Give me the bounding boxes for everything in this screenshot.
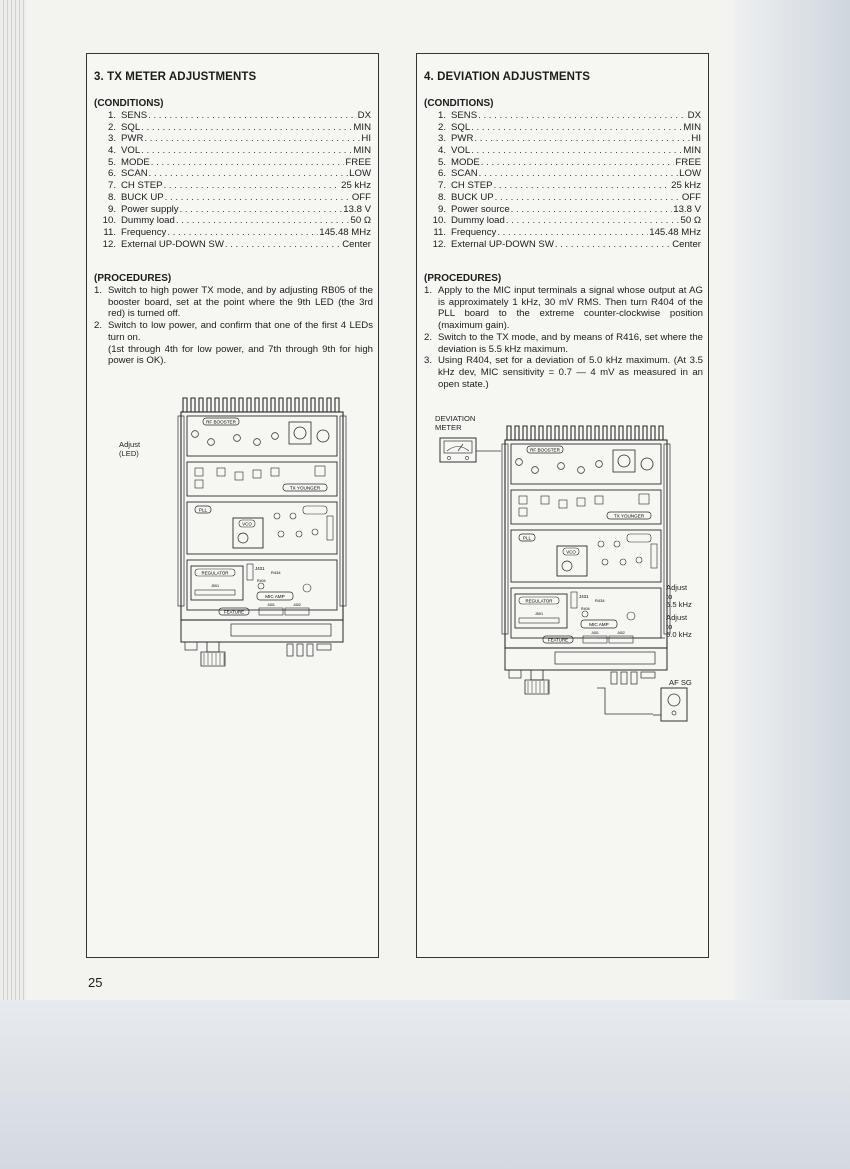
trimmer-pot [274,513,280,519]
j501-label: J501 [210,584,220,588]
condition-label: Dummy load [121,215,175,227]
condition-leader-dots [481,157,675,169]
condition-num: 10. [102,215,116,227]
trimmer-pot [578,467,585,474]
adjust-callout [119,441,140,458]
j501-connector [195,590,235,595]
trimmer-pot [234,435,241,442]
procedure-number: 2. [94,320,103,332]
coil-can [541,496,549,504]
trimmer-pot [290,513,296,519]
af-sg-label: AF SG [669,678,692,687]
condition-label: VOL [121,145,141,157]
coil-can [559,500,567,508]
coil-can [195,480,203,488]
procedure-step [94,320,373,367]
condition-value: 50 Ω [680,215,701,227]
side-jack [509,670,521,678]
deviation-meter-icon [439,437,503,467]
r404-pot [582,611,588,617]
procedures-heading: (PROCEDURES) [94,273,172,284]
condition-label: Frequency [451,226,497,238]
condition-label: SQL [451,121,471,133]
coil-can [271,468,279,476]
front-button [307,644,313,656]
edge-connector [651,544,657,568]
j402-label: J402 [617,631,625,635]
scan-background [0,1000,850,1169]
condition-leader-dots [471,122,682,134]
j501-connector [519,618,559,623]
procedure-body: Switch to low power, and confirm that one of the first 4 LEDs turn on. [108,320,373,343]
procedure-number: 3. [424,355,433,367]
j501-label: J501 [534,612,544,616]
condition-label: Power supply [121,203,179,215]
procedure-step [424,332,703,355]
procedure-number: 2. [424,331,433,343]
page-number: 25 [88,975,103,990]
trimmer-pot [558,463,565,470]
procedure-step [424,285,703,332]
condition-leader-dots [479,168,678,180]
trimmer-pot [312,529,318,535]
condition-row [94,110,371,122]
condition-label: Dummy load [451,215,505,227]
condition-value: MIN [683,121,701,133]
feature-label: FEATURE [547,637,569,643]
condition-row [424,239,701,251]
condition-row [94,239,371,251]
trimmer-pot [596,461,603,468]
condition-value: LOW [349,168,371,180]
mic-amp-label: MIC AMP [265,593,285,599]
condition-label: PWR [121,133,144,145]
crystal [303,506,327,514]
condition-num: 11. [103,226,116,238]
coil-can [195,468,203,476]
condition-value: MIN [353,121,371,133]
condition-num: 5. [437,156,446,168]
condition-row [424,145,701,157]
power-module [289,422,311,444]
condition-num: 8. [107,191,116,203]
condition-leader-dots [497,227,648,239]
trimmer-pot [278,531,284,537]
procedures-list [94,285,373,367]
condition-leader-dots [495,192,681,204]
trimmer-pot [296,531,302,537]
procedure-text [438,285,703,332]
condition-num: 12. [102,238,116,250]
trimmer-pot [602,559,608,565]
front-button [621,672,627,684]
trimmer-pot [636,557,642,563]
condition-label: CH STEP [121,180,163,192]
j431-connector [571,592,577,608]
power-module-pot [294,427,306,439]
condition-value: MIN [353,145,371,157]
condition-value: DX [357,110,371,121]
side-jack [185,642,197,650]
power-module-pot [618,455,630,467]
vco-label: VCO [242,521,252,527]
j402-connector [609,636,633,643]
vco-coil [562,561,572,571]
power-module [613,450,635,472]
page-binding-edge [0,0,26,1000]
condition-num: 6. [107,168,116,180]
procedure-text [438,355,703,390]
coil-can [315,466,325,476]
vco-label: VCO [566,549,576,555]
crystal [627,534,651,542]
condition-value: 145.48 MHz [649,226,701,238]
condition-value: OFF [351,191,371,203]
front-button [297,644,303,656]
r404-label: R404 [581,607,590,611]
deviation-meter-label [435,415,475,432]
condition-num: 6. [437,168,446,180]
condition-row [424,227,701,239]
mic-jack [641,672,655,678]
pll-board [187,502,337,554]
trimmer-pot [532,467,539,474]
knob-stem [207,642,219,652]
display-window [231,624,331,636]
condition-num: 9. [107,203,116,215]
coil-can [235,472,243,480]
condition-label: PWR [451,133,474,145]
condition-label: External UP-DOWN SW [451,238,554,250]
condition-leader-dots [141,122,352,134]
condition-num: 4. [437,145,446,157]
trimmer-pot [208,439,215,446]
condition-leader-dots [478,110,687,122]
procedure-body: Switch to the TX mode, and by means of R416, set where the deviation is 5.5 kHz maximum. [438,331,703,355]
condition-num: 7. [437,180,446,192]
condition-leader-dots [494,180,671,192]
condition-label: BUCK UP [121,191,164,203]
callout-adjust: Adjust [119,440,141,449]
condition-value: 145.48 MHz [319,226,371,238]
edge-connector [327,516,333,540]
front-button [611,672,617,684]
condition-row [424,180,701,192]
knob-stem [531,670,543,680]
condition-row [94,227,371,239]
procedure-text [108,320,373,367]
condition-leader-dots [225,239,341,251]
conditions-list [424,110,701,250]
volume-knob [525,680,549,694]
rf-booster-label: RF BOOSTER [530,447,560,453]
condition-value: FREE [675,156,701,168]
heatsink-fins [181,398,343,412]
pll-board [511,530,661,582]
condition-row [94,168,371,180]
condition-leader-dots [474,133,690,145]
r404-pot [258,583,264,589]
j402-label: J402 [293,603,301,607]
trimmer-pot [254,439,261,446]
adjust2-line2: to [666,621,673,631]
procedures-heading: (PROCEDURES) [424,273,502,284]
condition-row [94,122,371,134]
tx-younger-label: TX YOUNGER [613,513,645,519]
condition-leader-dots [165,192,351,204]
coil-can [639,494,649,504]
condition-value: Center [672,238,701,250]
coil-can [217,468,225,476]
condition-value: HI [361,133,371,145]
pll-label: PLL [522,535,532,541]
procedure-body: Switch to high power TX mode, and by adjusting RB05 of the booster board, set at the point where the 9th LED (the 3rd red) is turned off. [108,285,373,320]
adjust1-line3: 5.5 kHz [666,600,692,609]
mic-amp-label: MIC AMP [589,621,609,627]
condition-num: 8. [437,191,446,203]
procedure-body: Using R404, set for a deviation of 5.0 kHz maximum. (At 3.5 kHz dev, MIC sensitivity = 0.7 — 4 mV as measured in an open state.) [438,355,703,390]
coil [317,430,329,442]
j431-label: J431 [579,594,589,599]
deviation-label-2: METER [435,422,462,432]
condition-leader-dots [167,227,318,239]
condition-value: OFF [681,191,701,203]
condition-row [94,180,371,192]
condition-num: 2. [107,121,116,133]
condition-value: 13.8 V [343,203,371,215]
condition-row [94,204,371,216]
trimmer-pot [620,559,626,565]
condition-leader-dots [151,157,345,169]
condition-num: 7. [107,180,116,192]
regulator-label: REGULATOR [525,598,553,604]
j431-connector [247,564,253,580]
condition-leader-dots [149,168,348,180]
front-panel [505,648,667,670]
condition-num: 2. [437,121,446,133]
condition-value: 13.8 V [673,203,701,215]
vco-coil [238,533,248,543]
condition-label: External UP-DOWN SW [121,238,224,250]
r434-label: R434 [271,570,281,575]
condition-num: 5. [107,156,116,168]
condition-value: LOW [679,168,701,180]
condition-leader-dots [471,145,682,157]
adjust2-line1: Adjust [666,613,688,622]
trimmer-pot [598,541,604,547]
adjust1-line1: Adjust [666,583,688,592]
chassis-diagram [177,392,347,667]
condition-num: 1. [107,110,116,121]
condition-leader-dots [555,239,671,251]
condition-num: 4. [107,145,116,157]
chassis-diagram [501,420,671,695]
condition-value: 25 kHz [341,180,371,192]
condition-value: FREE [345,156,371,168]
procedure-step [94,285,373,320]
condition-row [424,204,701,216]
condition-value: 50 Ω [350,215,371,227]
conditions-heading: (CONDITIONS) [424,98,494,109]
scan-edge [734,0,850,1000]
procedure-text [438,332,703,355]
regulator-label: REGULATOR [201,570,229,576]
condition-label: SENS [451,110,478,121]
condition-row [424,122,701,134]
condition-label: SENS [121,110,148,121]
condition-num: 11. [433,226,446,238]
j401-connector [583,636,607,643]
front-button [287,644,293,656]
feature-label: FEATURE [223,609,245,615]
condition-row [94,133,371,145]
adjust2-line3: 5.0 kHz [666,630,692,639]
pll-label: PLL [198,507,208,513]
section-title: 4. DEVIATION ADJUSTMENTS [424,71,590,83]
condition-label: VOL [451,145,471,157]
condition-num: 12. [432,238,446,250]
condition-row [424,157,701,169]
j431-label: J431 [255,566,265,571]
j401-connector [259,608,283,615]
condition-label: SCAN [451,168,478,180]
coil [641,458,653,470]
tx-younger-label: TX YOUNGER [289,485,321,491]
condition-num: 9. [437,203,446,215]
adjust1-line2: to [666,591,673,601]
r434-label: R434 [595,598,605,603]
condition-label: SCAN [121,168,148,180]
condition-label: Power source [451,203,510,215]
trimmer-pot [192,431,199,438]
deviation-section [416,53,709,958]
condition-value: HI [691,133,701,145]
procedure-body: Apply to the MIC input terminals a signal whose output at AG is approximately 1 kHz, 30 mV RMS. Then turn R404 of the PLL board to the extreme counter-clockwise position (maximum gain). [438,285,703,332]
trimmer-pot [272,433,279,440]
coil-can [595,496,603,504]
procedure-text [108,285,373,320]
procedures-list [424,285,703,390]
condition-row [424,168,701,180]
front-panel [181,620,343,642]
condition-num: 3. [437,133,446,145]
conditions-list [94,110,371,250]
j401-label: J401 [591,631,599,635]
coil-can [519,508,527,516]
condition-row [424,192,701,204]
procedure-step [424,355,703,390]
tx-meter-section [86,53,379,958]
condition-row [94,192,371,204]
condition-value: 25 kHz [671,180,701,192]
j401-label: J401 [267,603,275,607]
procedure-number: 1. [94,285,103,296]
volume-knob [201,652,225,666]
condition-leader-dots [511,204,673,216]
condition-num: 3. [107,133,116,145]
condition-leader-dots [148,110,357,122]
r416-pot [627,612,635,620]
condition-row [424,215,701,227]
procedure-number: 1. [424,285,433,296]
trimmer-pot [614,541,620,547]
r416-pot [303,584,311,592]
condition-row [424,133,701,145]
r404-label: R404 [257,579,266,583]
condition-leader-dots [506,215,680,227]
heatsink-fins [505,426,667,440]
trimmer-pot [516,459,523,466]
condition-label: CH STEP [451,180,493,192]
display-window [555,652,655,664]
conditions-heading: (CONDITIONS) [94,98,164,109]
condition-num: 1. [437,110,446,121]
condition-label: MODE [121,156,150,168]
condition-row [94,145,371,157]
condition-label: MODE [451,156,480,168]
front-button [631,672,637,684]
condition-label: BUCK UP [451,191,494,203]
condition-leader-dots [144,133,360,145]
coil-can [253,470,261,478]
coil-can [577,498,585,506]
condition-leader-dots [164,180,341,192]
condition-leader-dots [176,215,350,227]
callout-led: (LED) [119,448,139,458]
condition-label: Frequency [121,226,167,238]
j402-connector [285,608,309,615]
coil-can [519,496,527,504]
condition-row [94,157,371,169]
condition-row [94,215,371,227]
condition-label: SQL [121,121,141,133]
condition-value: DX [687,110,701,121]
deviation-label-1: DEVIATION [435,414,476,423]
section-title: 3. TX METER ADJUSTMENTS [94,71,257,83]
procedure-note: (1st through 4th for low power, and 7th through 9th for high power is OK). [108,343,373,367]
condition-value: Center [342,238,371,250]
condition-leader-dots [180,204,343,216]
mic-jack [317,644,331,650]
condition-leader-dots [141,145,352,157]
condition-num: 10. [432,215,446,227]
rf-booster-label: RF BOOSTER [206,419,236,425]
condition-value: MIN [683,145,701,157]
condition-row [424,110,701,122]
